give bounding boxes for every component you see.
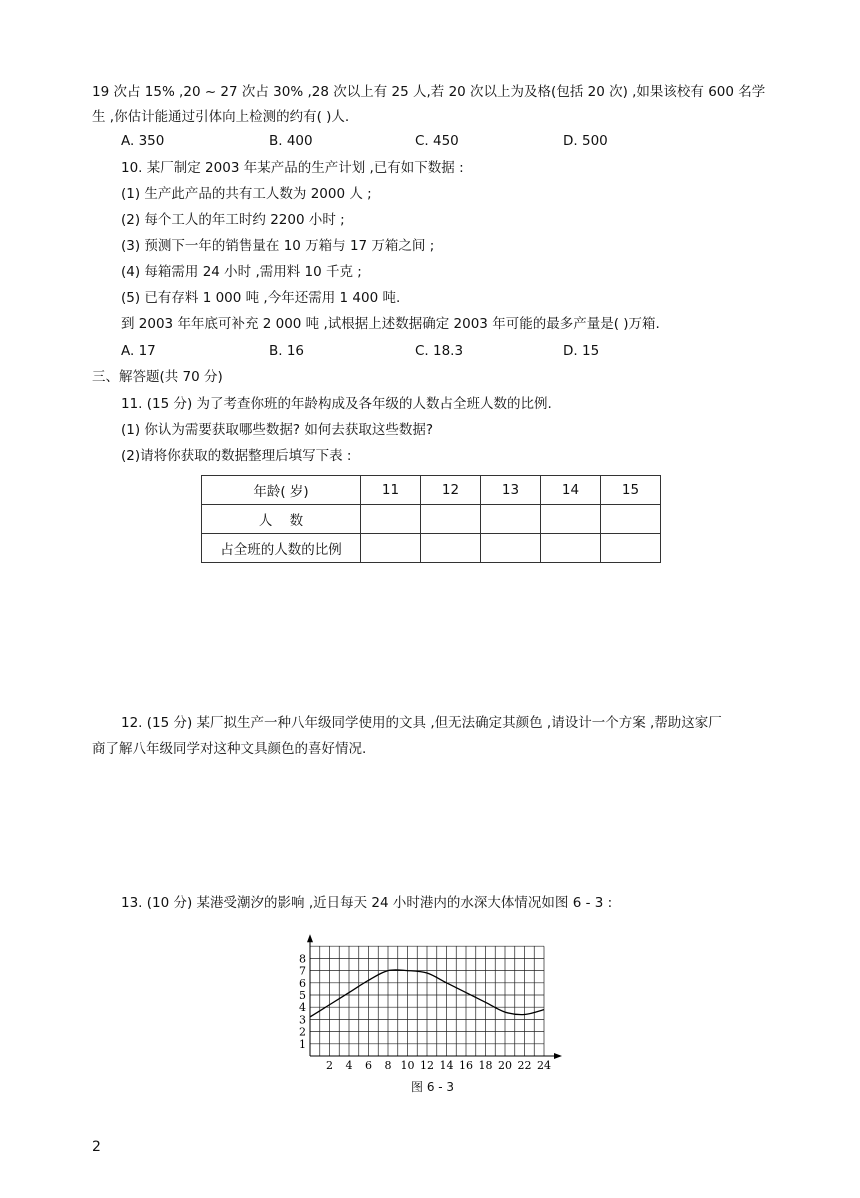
q10-option-b: B. 16 (269, 343, 305, 359)
x-tick-label: 6 (365, 1059, 372, 1072)
chart-y-ticks (299, 952, 306, 1050)
section-heading: 三、解答题(共 70 分) (92, 369, 223, 385)
x-tick-label: 2 (326, 1059, 333, 1072)
table-row-label: 占全班的人数的比例 (202, 534, 361, 563)
table-empty-cell (421, 505, 481, 534)
x-tick-label: 4 (345, 1059, 353, 1072)
table-age-cell: 15 (601, 476, 661, 505)
figure-caption: 图 6 - 3 (411, 1080, 455, 1094)
chart-x-ticks (326, 1059, 551, 1072)
table-empty-cell (481, 534, 541, 563)
table-empty-cell (601, 505, 661, 534)
y-tick-label: 4 (299, 1001, 306, 1015)
q10-stem: 10. 某厂制定 2003 年某产品的生产计划 ,已有如下数据 : (121, 160, 464, 176)
table-age-cell: 11 (361, 476, 421, 505)
x-tick-label: 14 (439, 1059, 454, 1072)
y-axis-arrow (307, 934, 313, 942)
q9-line2: 生 ,你估计能通过引体向上检测的约有( )人. (92, 109, 350, 125)
y-tick-label: 3 (299, 1013, 306, 1027)
x-tick-label: 22 (517, 1059, 532, 1072)
q10-option-d: D. 15 (563, 343, 600, 359)
q9-line1: 19 次占 15% ,20 ~ 27 次占 30% ,28 次以上有 25 人,若 20 次以上为及格(包括 20 次) ,如果该校有 600 名学 (92, 84, 766, 100)
table-row (202, 505, 661, 534)
y-tick-label: 5 (299, 989, 306, 1002)
y-tick-label: 7 (299, 964, 306, 978)
q13-stem: 13. (10 分) 某港受潮汐的影响 ,近日每天 24 小时港内的水深大体情况如图 6 - 3 : (121, 895, 613, 911)
chart-grid (310, 946, 544, 1056)
table-row (202, 534, 661, 563)
q11-sub2: (2)请将你获取的数据整理后填写下表 : (121, 448, 352, 464)
q12-line2: 商了解八年级同学对这种文具颜色的喜好情况. (92, 741, 367, 757)
q12-line1: 12. (15 分) 某厂拟生产一种八年级同学使用的文具 ,但无法确定其颜色 ,请设计一个方案 ,帮助这家厂 (121, 715, 722, 731)
table-empty-cell (541, 505, 601, 534)
q11-stem: 11. (15 分) 为了考查你班的年龄构成及各年级的人数占全班人数的比例. (121, 396, 552, 412)
q10-item-2: (2) 每个工人的年工时约 2200 小时 ; (121, 212, 345, 228)
table-empty-cell (481, 505, 541, 534)
q10-item-1: (1) 生产此产品的共有工人数为 2000 人 ; (121, 186, 372, 202)
table-row (202, 476, 661, 505)
q9-option-a: A. 350 (121, 133, 165, 149)
age-table (201, 475, 661, 563)
q9-option-b: B. 400 (269, 133, 313, 149)
q9-option-d: D. 500 (563, 133, 608, 149)
x-tick-label: 18 (478, 1059, 493, 1072)
x-tick-label: 8 (384, 1059, 392, 1072)
q10-item-4: (4) 每箱需用 24 小时 ,需用料 10 千克 ; (121, 264, 362, 280)
table-age-cell: 13 (481, 476, 541, 505)
table-header-label: 年龄( 岁) (202, 476, 361, 505)
q10-option-a: A. 17 (121, 343, 156, 359)
table-empty-cell (421, 534, 481, 563)
y-tick-label: 6 (299, 976, 306, 990)
q9-option-c: C. 450 (415, 133, 459, 149)
y-tick-label: 1 (299, 1037, 306, 1051)
x-tick-label: 12 (420, 1059, 434, 1072)
q10-item-5: (5) 已有存料 1 000 吨 ,今年还需用 1 400 吨. (121, 290, 401, 306)
y-tick-label: 8 (299, 952, 306, 966)
table-age-cell: 14 (541, 476, 601, 505)
x-tick-label: 10 (400, 1059, 415, 1072)
table-age-cell: 12 (421, 476, 481, 505)
y-tick-label: 2 (299, 1025, 306, 1039)
x-tick-label: 16 (459, 1059, 473, 1072)
chart-axes (307, 934, 562, 1059)
q11-sub1: (1) 你认为需要获取哪些数据? 如何去获取这些数据? (121, 422, 434, 438)
x-tick-label: 20 (498, 1059, 512, 1072)
table-empty-cell (361, 534, 421, 563)
page-number: 2 (92, 1139, 101, 1155)
q10-option-c: C. 18.3 (415, 343, 464, 359)
table-row-label: 人 数 (202, 505, 361, 534)
x-axis-arrow (554, 1053, 562, 1059)
table-empty-cell (541, 534, 601, 563)
x-tick-label: 24 (537, 1059, 551, 1072)
q10-conclusion: 到 2003 年年底可补充 2 000 吨 ,试根据上述数据确定 2003 年可能的最多产量是( )万箱. (121, 316, 660, 332)
tide-chart (290, 918, 565, 1076)
table-empty-cell (601, 534, 661, 563)
q10-item-3: (3) 预测下一年的销售量在 10 万箱与 17 万箱之间 ; (121, 238, 435, 254)
table-empty-cell (361, 505, 421, 534)
